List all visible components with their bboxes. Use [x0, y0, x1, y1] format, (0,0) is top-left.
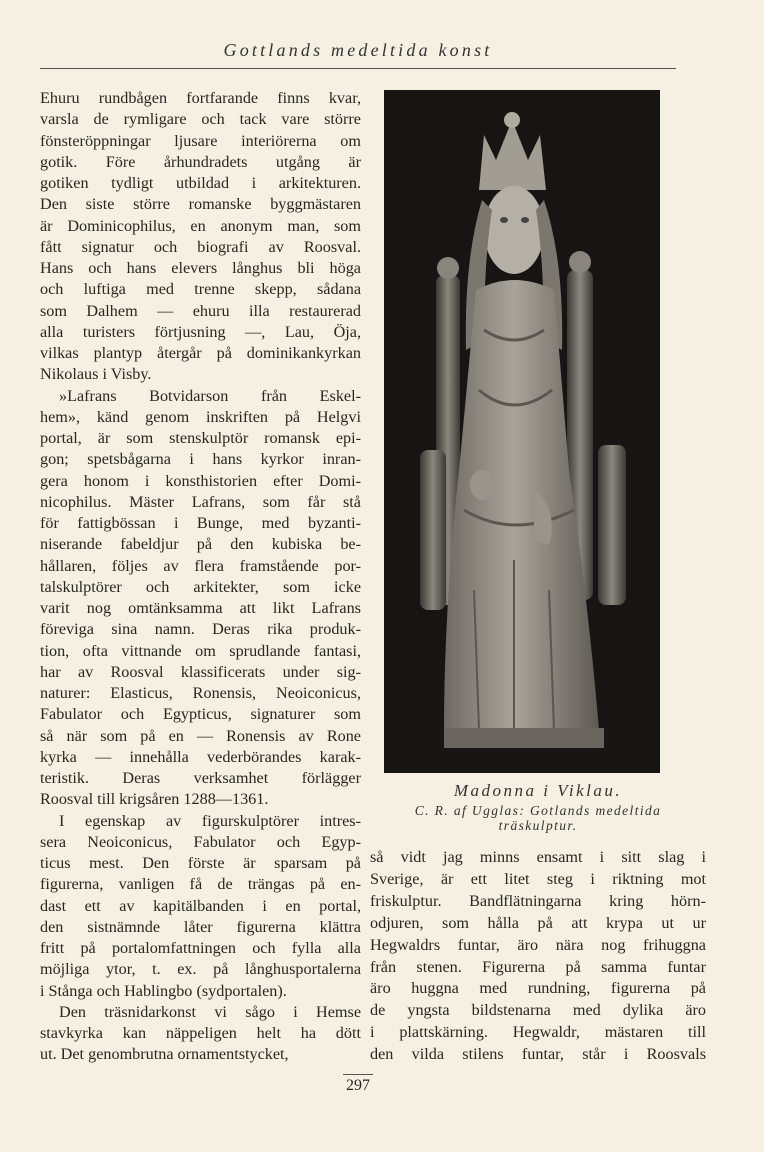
page-number: 297	[346, 1077, 370, 1094]
text-line: sera Neoiconicus, Fabulator och Egyp-	[40, 832, 361, 851]
text-line: figurerna, vanligen få de trängas på en-	[40, 875, 361, 894]
text-line: naturer: Elasticus, Ronensis, Neoiconicus,	[40, 684, 361, 702]
text-line: talskulptörer och arkitekter, som icke	[40, 577, 361, 596]
text-line: gotik. Före århundradets utgång är	[40, 152, 361, 171]
text-line: Ehuru rundbågen fortfarande finns kvar,	[40, 89, 361, 107]
text-line: så vidt jag minns ensamt i sitt slag i	[370, 848, 706, 866]
text-line: gera honom i konsthistorien efter Domi-	[40, 471, 361, 490]
text-line: i plattskärning. Hegwaldr, mästaren till	[370, 1023, 706, 1042]
text-line: alla turisters förtjusning —, Lau, Öja,	[40, 322, 361, 341]
text-line: som Dalhem — ehuru illa restaurerad	[40, 301, 361, 320]
text-line: fått signatur och biografi av Roosval.	[40, 237, 361, 256]
text-line: nicophilus. Mäster Lafrans, som får stå	[40, 492, 361, 511]
right-text-column	[370, 847, 706, 1066]
text-line: är Dominicophilus, en anonym man, som	[40, 216, 361, 235]
text-line: gotiken tydligt utbildad i arkitekturen.	[40, 174, 361, 192]
text-line: har av Roosval klassificerats under sig-	[40, 662, 361, 681]
text-line: Den träsnidarkonst vi sågo i Hemse	[59, 1002, 361, 1021]
text-line: varit nog omtänksamma att likt Lafrans	[40, 599, 361, 617]
text-line: Hans och hans elevers långhus bli höga	[40, 259, 361, 277]
text-line: så när som på en — Ronensis av Rone	[40, 726, 361, 745]
figure-caption-title: Madonna i Viklau.	[453, 781, 623, 800]
text-line: gon; spetsbågarna i hans kyrkor inran-	[40, 450, 361, 469]
text-line: portal, är som stenskulptör romansk epi-	[40, 429, 361, 447]
running-header: Gottlands medeltida konst	[223, 40, 493, 60]
text-line: tion, ofta vittnande om sprudlande fantasi,	[40, 641, 361, 660]
text-line: Roosval till krigsåren 1288—1361.	[40, 790, 269, 809]
text-line: och luftiga med trenne skepp, sådana	[40, 280, 361, 299]
text-line: den sistnämnde låter figurerna klättra	[40, 917, 361, 936]
text-line: friskulptur. Bandflätningarna kring hörn-	[370, 891, 706, 910]
text-line: föreviga sina namn. Deras rika produk-	[40, 620, 361, 639]
figure-caption-source: C. R. af Ugglas: Gotlands medeltida träskulptur.	[414, 803, 662, 833]
text-line: »Lafrans Botvidarson från Eskel-	[59, 386, 361, 405]
text-line: fritt på portalomfattningen och fylla alla	[40, 939, 361, 957]
text-line: den vilda stilens funtar, står i Roosvals	[370, 1045, 706, 1064]
text-line: varsla de rymligare och tack vare större	[40, 110, 361, 129]
text-line: I egenskap av figurskulptörer intres-	[59, 811, 361, 830]
text-line: Fabulator och Egypticus, signaturer som	[40, 705, 361, 724]
header-rule	[40, 68, 676, 69]
text-line: teristik. Deras verksamhet förlägger	[40, 769, 361, 787]
page-number-rule	[343, 1074, 373, 1075]
text-line: odjuren, som hålla på att krypa ut ur	[370, 913, 706, 932]
text-line: ut. Det genombrutna ornamentstycket,	[40, 1045, 289, 1064]
text-line: ticus mest. Den förste är sparsam på	[40, 854, 361, 872]
text-line: niserande fabeldjur på den kubiska be-	[40, 535, 361, 554]
text-line: för fattigbössan i Bunge, med byzanti-	[40, 514, 361, 532]
text-line: möjliga ytor, t. ex. på långhusportalerna	[40, 960, 361, 979]
text-line: i Stånga och Hablingbo (sydportalen).	[40, 981, 287, 1000]
text-line: äro huggna med rundning, figurerna på	[370, 979, 706, 998]
text-line: dast ett av kapitälbanden i en portal,	[40, 896, 361, 915]
text-line: kyrka — innehålla vederbörandes karak-	[40, 747, 361, 766]
madonna-statue-image	[384, 90, 660, 773]
text-line: fönsteröppningar ljusare interiörerna om	[40, 131, 361, 150]
text-line: stavkyrka kan näppeligen helt ha dött	[40, 1024, 361, 1042]
text-line: från stenen. Figurerna på samma funtar	[370, 957, 706, 976]
text-line: Sverige, är ett litet steg i riktning mot	[370, 869, 706, 888]
left-text-column	[40, 88, 361, 1066]
text-line: Nikolaus i Visby.	[40, 365, 152, 384]
text-line: Den siste större romanske byggmästaren	[40, 195, 361, 214]
text-line: de yngsta bildstenarna med dylika äro	[370, 1001, 706, 1020]
madonna-photograph	[384, 90, 660, 773]
text-line: vilkas plantyp återgår på dominikankyrkan	[40, 344, 361, 362]
text-line: hållaren, följes av flera framstående por-	[40, 556, 361, 575]
text-line: Hegwaldrs funtar, äro nära nog frihuggna	[370, 935, 706, 954]
text-line: hem», känd genom inskriften på Helgvi	[40, 407, 361, 426]
